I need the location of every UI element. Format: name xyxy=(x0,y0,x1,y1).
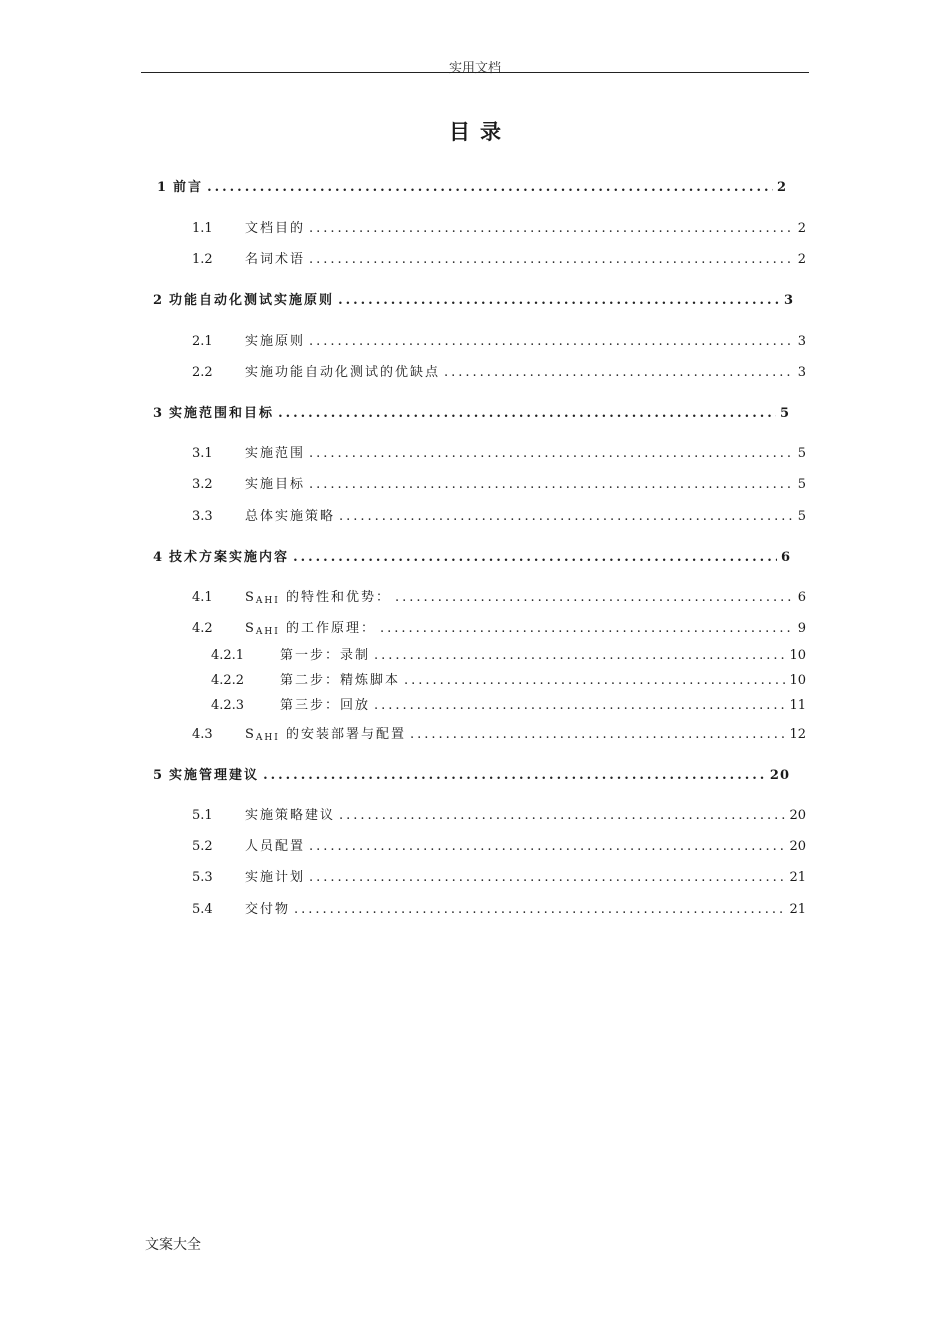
toc-leader xyxy=(294,902,785,917)
toc-entry-3[interactable] xyxy=(153,402,790,422)
toc-page: 12 xyxy=(789,727,806,742)
toc-page: 2 xyxy=(776,180,787,195)
toc-number: 2.1 xyxy=(192,334,213,349)
toc-text-sub: AHI xyxy=(255,733,280,743)
toc-page: 10 xyxy=(789,648,806,663)
toc-text: 第一步：录制 xyxy=(280,648,371,663)
toc-number: 2.2 xyxy=(192,365,213,380)
toc-leader xyxy=(293,550,777,565)
toc-entry-3-2[interactable] xyxy=(192,473,806,493)
toc-leader xyxy=(410,727,786,742)
toc-number: 5.1 xyxy=(192,808,213,823)
toc-page: 5 xyxy=(797,477,806,492)
toc-text: 人员配置 xyxy=(245,839,306,854)
toc-text-main: S xyxy=(245,727,256,742)
toc-page: 5 xyxy=(797,509,806,524)
toc-entry-5-3[interactable] xyxy=(192,866,806,886)
toc-leader xyxy=(309,870,785,885)
toc-number: 5.4 xyxy=(192,902,213,917)
toc-leader xyxy=(339,808,785,823)
toc-entry-2[interactable] xyxy=(153,289,794,309)
toc-page: 21 xyxy=(789,902,806,917)
toc-text: 实施计划 xyxy=(245,870,306,885)
toc-entry-3-1[interactable] xyxy=(192,442,806,462)
toc-leader xyxy=(263,768,766,783)
toc-leader xyxy=(404,673,785,688)
toc-number: 3 xyxy=(153,406,164,421)
toc-number: 4.3 xyxy=(192,727,213,742)
page-header: 实用文档 xyxy=(448,61,501,76)
toc-leader xyxy=(444,365,794,380)
toc-title: 目录 xyxy=(449,119,511,144)
toc-page: 20 xyxy=(789,808,806,823)
toc-number: 3.2 xyxy=(192,477,213,492)
toc-entry-1-1[interactable] xyxy=(192,217,806,237)
toc-leader xyxy=(339,509,794,524)
toc-number: 4.2.1 xyxy=(211,648,245,663)
toc-entry-4-2-1[interactable] xyxy=(211,644,806,664)
toc-text: 实施范围和目标 xyxy=(169,406,275,421)
toc-leader xyxy=(309,252,794,267)
toc-entry-4-3[interactable] xyxy=(192,723,806,743)
toc-page: 10 xyxy=(789,673,806,688)
toc-text: 功能自动化测试实施原则 xyxy=(169,293,335,308)
toc-page: 3 xyxy=(797,365,806,380)
toc-number: 4.1 xyxy=(192,590,213,605)
toc-number: 4 xyxy=(153,550,164,565)
toc-page: 20 xyxy=(769,768,790,783)
toc-number: 4.2.2 xyxy=(211,673,245,688)
toc-leader xyxy=(309,446,794,461)
toc-text: 实施范围 xyxy=(245,446,306,461)
toc-text xyxy=(245,586,391,606)
toc-number: 4.2.3 xyxy=(211,698,245,713)
toc-text: 第三步：回放 xyxy=(280,698,371,713)
toc-entry-4-2-2[interactable] xyxy=(211,669,806,689)
toc-leader xyxy=(309,221,794,236)
toc-entry-1-2[interactable] xyxy=(192,248,806,268)
toc-leader xyxy=(338,293,780,308)
toc-text: 总体实施策略 xyxy=(245,509,336,524)
toc-text: 实施管理建议 xyxy=(169,768,260,783)
toc-text: 实施功能自动化测试的优缺点 xyxy=(245,365,441,380)
header-rule xyxy=(141,72,809,73)
toc-number: 1.2 xyxy=(192,252,213,267)
toc-page: 6 xyxy=(797,590,806,605)
toc-page: 20 xyxy=(789,839,806,854)
toc-entry-5[interactable] xyxy=(153,764,790,784)
toc-leader xyxy=(309,477,794,492)
toc-text: 文档目的 xyxy=(245,221,306,236)
toc-leader xyxy=(207,180,773,195)
toc-page: 3 xyxy=(783,293,794,308)
toc-number: 5 xyxy=(153,768,164,783)
toc-leader xyxy=(278,406,776,421)
toc-entry-2-1[interactable] xyxy=(192,330,806,350)
toc-page: 3 xyxy=(797,334,806,349)
toc-entry-2-2[interactable] xyxy=(192,361,806,381)
toc-number: 5.3 xyxy=(192,870,213,885)
toc-leader xyxy=(380,621,794,636)
toc-number: 2 xyxy=(153,293,164,308)
toc-entry-3-3[interactable] xyxy=(192,505,806,525)
toc-page: 6 xyxy=(780,550,791,565)
toc-text-rest: 的特性和优势： xyxy=(279,590,391,605)
toc-page: 2 xyxy=(797,252,806,267)
toc-text-main: S xyxy=(245,621,256,636)
toc-leader xyxy=(374,698,785,713)
toc-page: 5 xyxy=(797,446,806,461)
toc-number: 4.2 xyxy=(192,621,213,636)
toc-leader xyxy=(395,590,794,605)
toc-text: 实施原则 xyxy=(245,334,306,349)
toc-leader xyxy=(309,839,785,854)
toc-page: 11 xyxy=(789,698,806,713)
toc-text: 实施策略建议 xyxy=(245,808,336,823)
toc-text: 名词术语 xyxy=(245,252,306,267)
page-footer: 文案大全 xyxy=(145,1237,201,1253)
toc-leader xyxy=(309,334,794,349)
toc-text-sub: AHI xyxy=(255,596,280,606)
toc-entry-4-2[interactable] xyxy=(192,617,806,637)
toc-text: 交付物 xyxy=(245,902,291,917)
toc-number: 5.2 xyxy=(192,839,213,854)
toc-text: 实施目标 xyxy=(245,477,306,492)
toc-text-main: S xyxy=(245,590,256,605)
toc-text-sub: AHI xyxy=(255,627,280,637)
toc-entry-5-4[interactable] xyxy=(192,898,806,918)
toc-text: 第二步：精炼脚本 xyxy=(280,673,401,688)
toc-number: 1.1 xyxy=(192,221,213,236)
toc-number: 1 xyxy=(157,180,168,195)
toc-text-rest: 的安装部署与配置 xyxy=(279,727,406,742)
toc-page: 9 xyxy=(797,621,806,636)
toc-entry-4-1[interactable] xyxy=(192,586,806,606)
toc-entry-4-2-3[interactable] xyxy=(211,694,806,714)
toc-text: 技术方案实施内容 xyxy=(169,550,290,565)
toc-entry-5-1[interactable] xyxy=(192,804,806,824)
toc-text xyxy=(245,723,406,743)
toc-number: 3.1 xyxy=(192,446,213,461)
toc-entry-1[interactable] xyxy=(157,176,787,196)
toc-page: 5 xyxy=(779,406,790,421)
toc-entry-4[interactable] xyxy=(153,546,791,566)
toc-leader xyxy=(374,648,785,663)
toc-page: 2 xyxy=(797,221,806,236)
toc-number: 3.3 xyxy=(192,509,213,524)
toc-page: 21 xyxy=(789,870,806,885)
toc-text: 前言 xyxy=(173,180,204,195)
toc-entry-5-2[interactable] xyxy=(192,835,806,855)
toc-text xyxy=(245,617,376,637)
toc-text-rest: 的工作原理： xyxy=(279,621,376,636)
